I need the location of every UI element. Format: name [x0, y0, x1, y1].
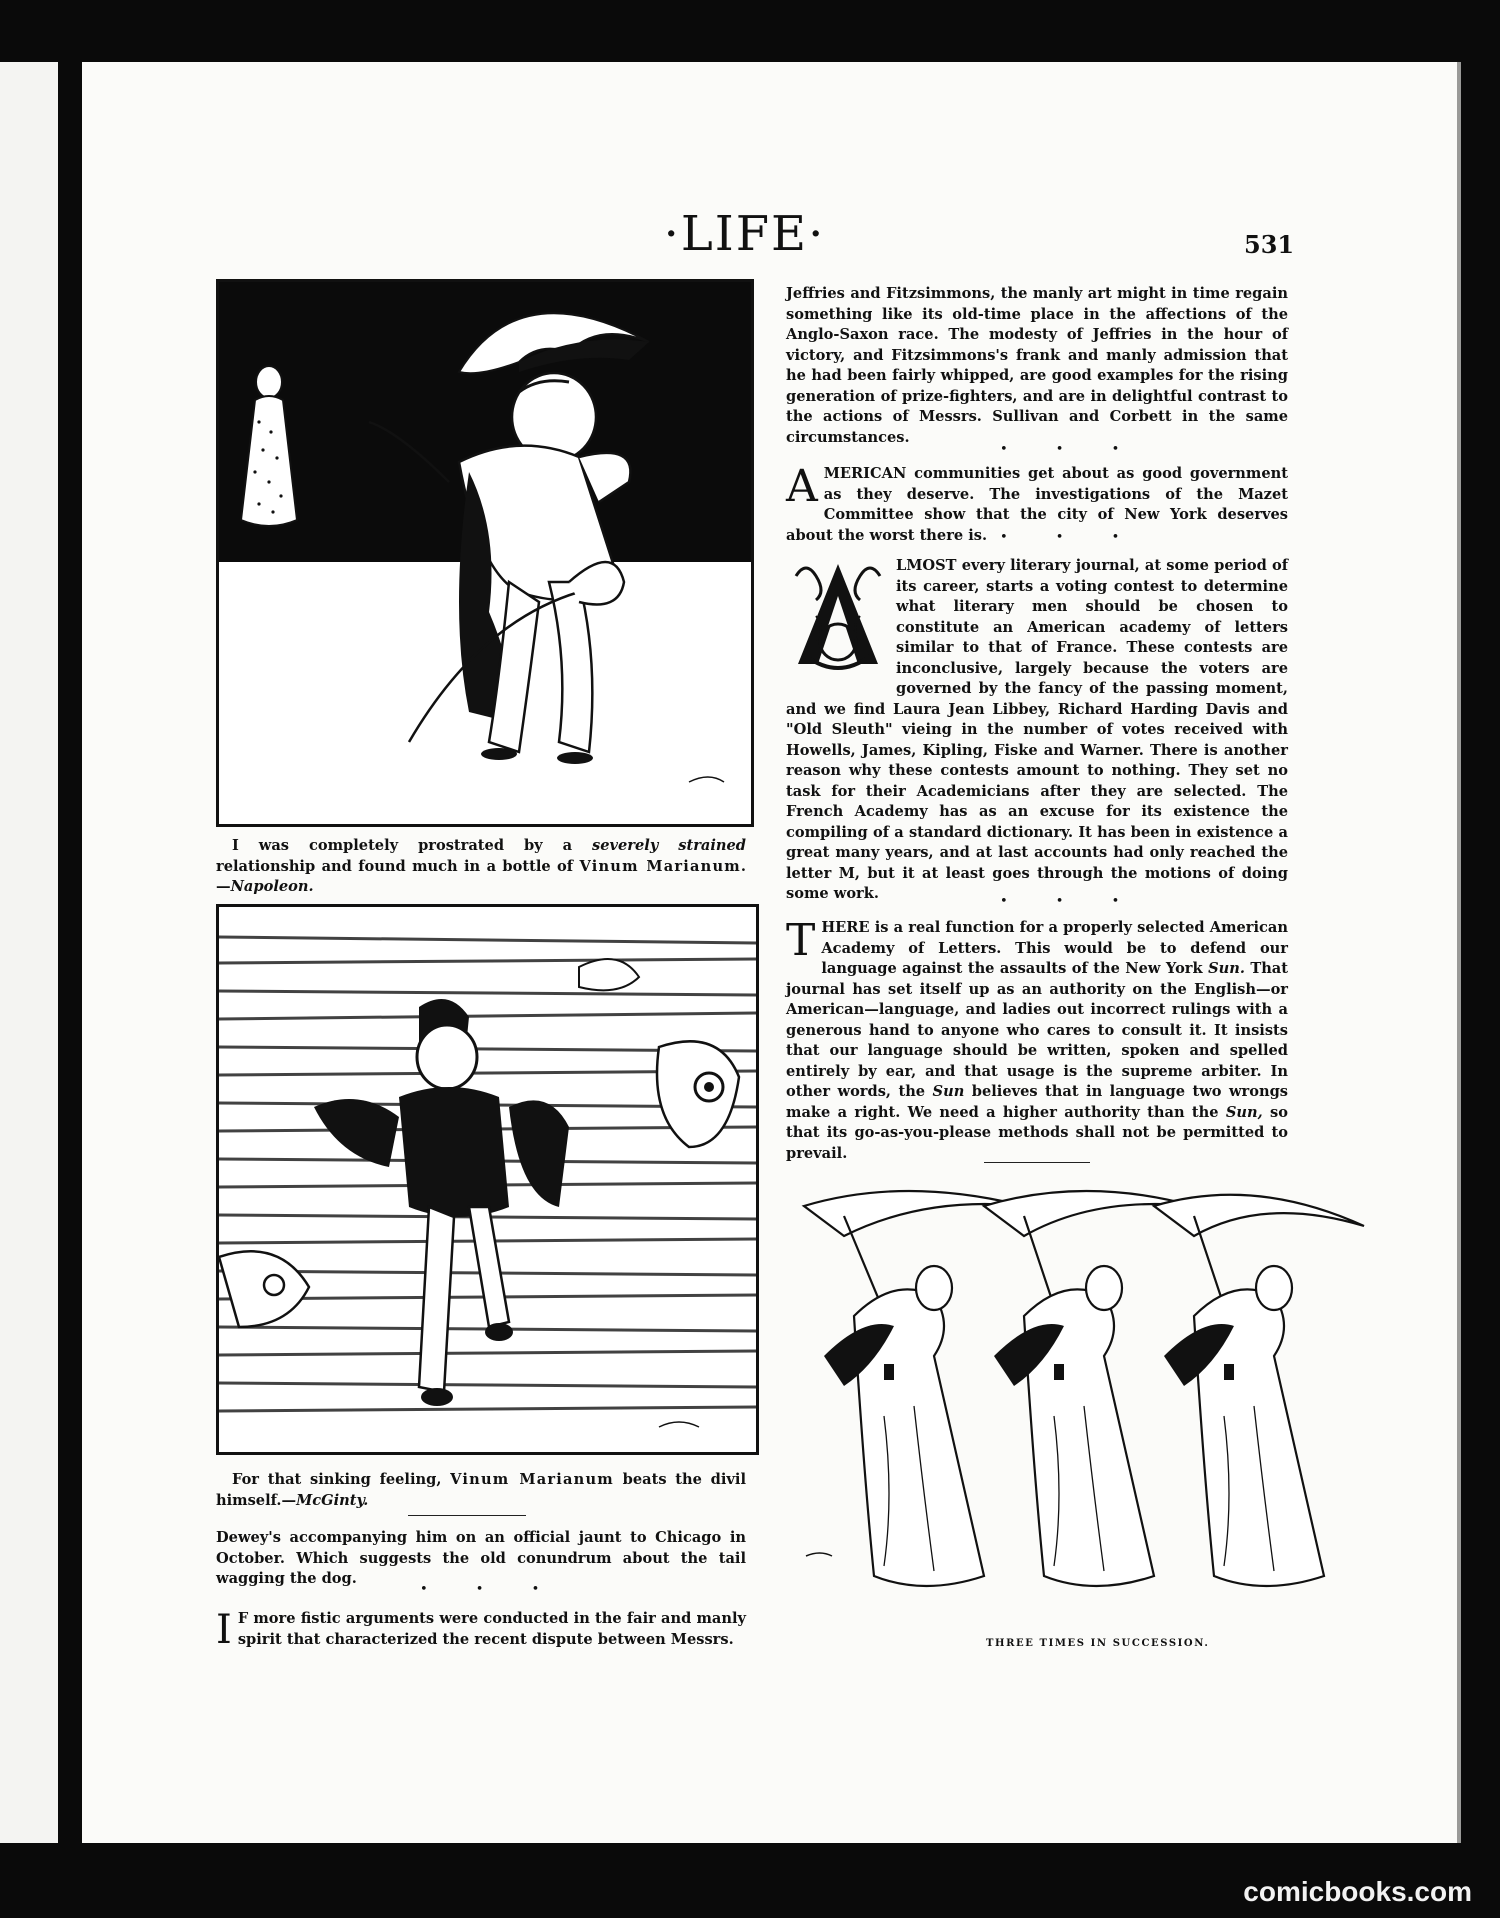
caption-text: I was completely prostrated by a: [232, 837, 593, 854]
academy-paragraph: [786, 556, 1288, 905]
caption-text: relationship and found much in a bottle of: [216, 857, 580, 875]
paragraph-text: LMOST every literary journal, at some period of its career, starts a voting contest to determine what literary men should be chosen to constitute an American academy of letters similar to that of France. These contests are inconclusive, largely because the voters are governed by the fancy of the passing moment, and we find Laura Jean Libbey, Richard Harding Davis and "Old Sleuth" vieing in the number of votes received with Howells, James, Kipling, Fiske and Warner. There is another reason why these contests amount to nothing. They set no task for their Academicians after they are selected. The French Academy has as an excuse for its existence the compiling of a standard dictionary. It has been in existence a great many years, and at last accounts had only reached the letter M, but it at least goes through the motions of doing some work.: [786, 557, 1288, 902]
newspaper-name: Sun: [932, 1083, 965, 1100]
three-reapers-drawing: [784, 1176, 1400, 1606]
section-separator: • • •: [1000, 894, 1142, 909]
reaper-illustration: [784, 1176, 1400, 1606]
underwater-caption: [216, 1470, 746, 1511]
product-name: Vinum Marianum: [579, 857, 741, 875]
dropcap-t: T: [786, 915, 816, 966]
masthead-title: ·LIFE·: [663, 206, 826, 262]
section-separator: • • •: [1000, 530, 1142, 545]
napoleon-cartoon: [216, 279, 754, 827]
paragraph-text: so that its go-as-you-please methods shall not be permitted to prevail.: [786, 1103, 1289, 1162]
product-name: Vinum Marianum: [450, 1471, 614, 1488]
newspaper-name: Sun,: [1225, 1103, 1263, 1121]
illustration-caption: THREE TIMES IN SUCCESSION.: [986, 1638, 1210, 1649]
academy-function-paragraph: [786, 915, 1289, 1164]
newspaper-name: Sun.: [1208, 960, 1245, 977]
prize-fight-paragraph: Jeffries and Fitzsimmons, the manly art might in time regain something like its old-time place in the affections of the Anglo-Saxon race. The modesty of Jeffries in the hour of victory, and Fitzsimmons's frank and manly admission that he had been fairly whipped, are good examples for the rising generation of prize-fighters, and are in delightful contrast to the actions of Messrs. Sullivan and Corbett in the same circumstances.: [786, 285, 1288, 446]
section-separator: • • •: [1000, 442, 1142, 457]
ornamental-initial: [786, 556, 890, 680]
caption-italic: severely strained: [592, 837, 746, 854]
napoleon-caption: [216, 836, 746, 898]
page-number: 531: [1244, 230, 1295, 259]
paragraph-text: believes that in language two wrongs make a right. We need a higher authority than the: [786, 1083, 1288, 1121]
underwater-cartoon-drawing: [219, 907, 756, 1452]
caption-attribution: McGinty.: [296, 1491, 369, 1509]
caption-text: .—: [216, 857, 746, 895]
site-watermark: comicbooks.com: [1243, 1876, 1472, 1907]
paragraph-text: MERICAN communities get about as good government as they deserve. The investigations of the Mazet Committee show that the city of New York deserves about the worst there is.: [786, 465, 1288, 544]
underwater-cartoon: [216, 904, 759, 1455]
column-divider-rule: [408, 1515, 526, 1516]
dropcap-i: I: [216, 1607, 232, 1653]
paragraph-text: F more fistic arguments were conducted in the fair and manly spirit that characterized the recent dispute between Messrs.: [237, 1610, 746, 1648]
section-separator: • • •: [420, 1582, 562, 1597]
dropcap-a: A: [786, 461, 818, 512]
page-edge: [1457, 62, 1461, 1843]
ornamental-a-icon: [786, 556, 890, 680]
illustration-divider-rule: [984, 1162, 1090, 1163]
facing-page-edge: [0, 62, 58, 1843]
napoleon-cartoon-drawing: [219, 282, 751, 824]
fistic-paragraph: [216, 1607, 746, 1653]
paragraph-text: HERE is a real function for a properly selected American Academy of Letters. This would be to defend our language against the assaults of the New York: [821, 919, 1288, 977]
caption-text: beats the divil himself.—: [216, 1471, 746, 1509]
caption-attribution: Napoleon.: [230, 878, 314, 895]
caption-text: For that sinking feeling,: [232, 1471, 451, 1488]
paragraph-text: That journal has set itself up as an authority on the English—or American—language, and ladies out incorrect rulings with a generous hand to anyone who cares to consult it. It insists that our language should be written, spoken and spelled entirely by ear, and that usage is the supreme arbiter. In other words, the: [786, 960, 1289, 1100]
dewey-paragraph: Dewey's accompanying him on an official jaunt to Chicago in October. Which suggests the old conundrum about the tail wagging the dog.: [216, 1529, 746, 1587]
